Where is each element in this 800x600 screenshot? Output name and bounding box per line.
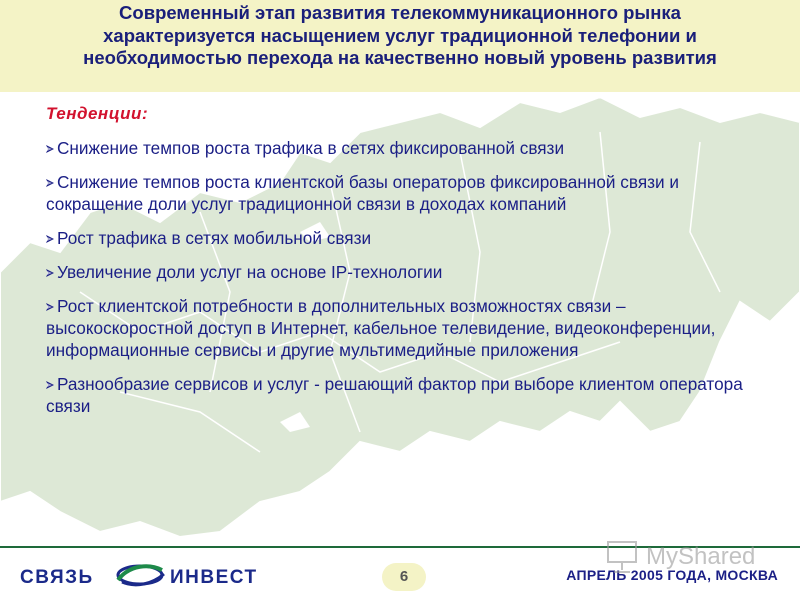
footer-date: АПРЕЛЬ 2005 ГОДА, МОСКВА <box>566 567 778 583</box>
trends-list <box>46 137 766 417</box>
bullet-text: Рост клиентской потребности в дополнительных возможностях связи – высокоскоростной доступ в Интернет, кабельное телевидение, видеоконференции, информационные сервисы и другие мультимедийные приложения <box>46 296 716 360</box>
title-line-2: характеризуется насыщением услуг традиционной телефонии и <box>103 24 697 46</box>
list-item <box>46 295 766 361</box>
presentation-screen-icon <box>608 542 636 572</box>
bullet-text: Увеличение доли услуг на основе IP-технологии <box>57 262 443 282</box>
logo-text-left: СВЯЗЬ <box>20 567 94 588</box>
slide-content <box>46 103 766 429</box>
slide-header <box>0 0 800 92</box>
slide-title <box>0 0 800 70</box>
swoosh-logo-icon <box>118 566 164 585</box>
trends-heading: Тенденции: <box>46 104 149 123</box>
watermark-logo <box>606 536 776 576</box>
arrow-bullet-icon <box>46 233 56 245</box>
watermark-text: MyShared <box>646 543 756 570</box>
arrow-bullet-icon <box>46 143 56 155</box>
arrow-bullet-icon <box>46 177 56 189</box>
logo-text-right: ИНВЕСТ <box>170 567 258 588</box>
list-item <box>46 261 766 283</box>
bullet-text: Рост трафика в сетях мобильной связи <box>57 228 372 248</box>
list-item <box>46 227 766 249</box>
list-item <box>46 373 766 417</box>
title-line-3: необходимостью перехода на качественно новый уровень развития <box>83 47 717 68</box>
arrow-bullet-icon <box>46 267 56 279</box>
title-line-1: Современный этап развития телекоммуникационного рынка <box>119 2 681 23</box>
page-number: 6 <box>382 563 426 591</box>
bullet-text: Снижение темпов роста клиентской базы операторов фиксированной связи и сокращение доли услуг традиционной связи в доходах компаний <box>46 172 679 214</box>
arrow-bullet-icon <box>46 301 56 313</box>
company-logo <box>18 562 258 590</box>
bullet-text: Снижение темпов роста трафика в сетях фиксированной связи <box>57 138 565 158</box>
arrow-bullet-icon <box>46 379 56 391</box>
list-item <box>46 137 766 159</box>
bullet-text: Разнообразие сервисов и услуг - решающий фактор при выборе клиентом оператора связи <box>46 374 743 416</box>
list-item <box>46 171 766 215</box>
